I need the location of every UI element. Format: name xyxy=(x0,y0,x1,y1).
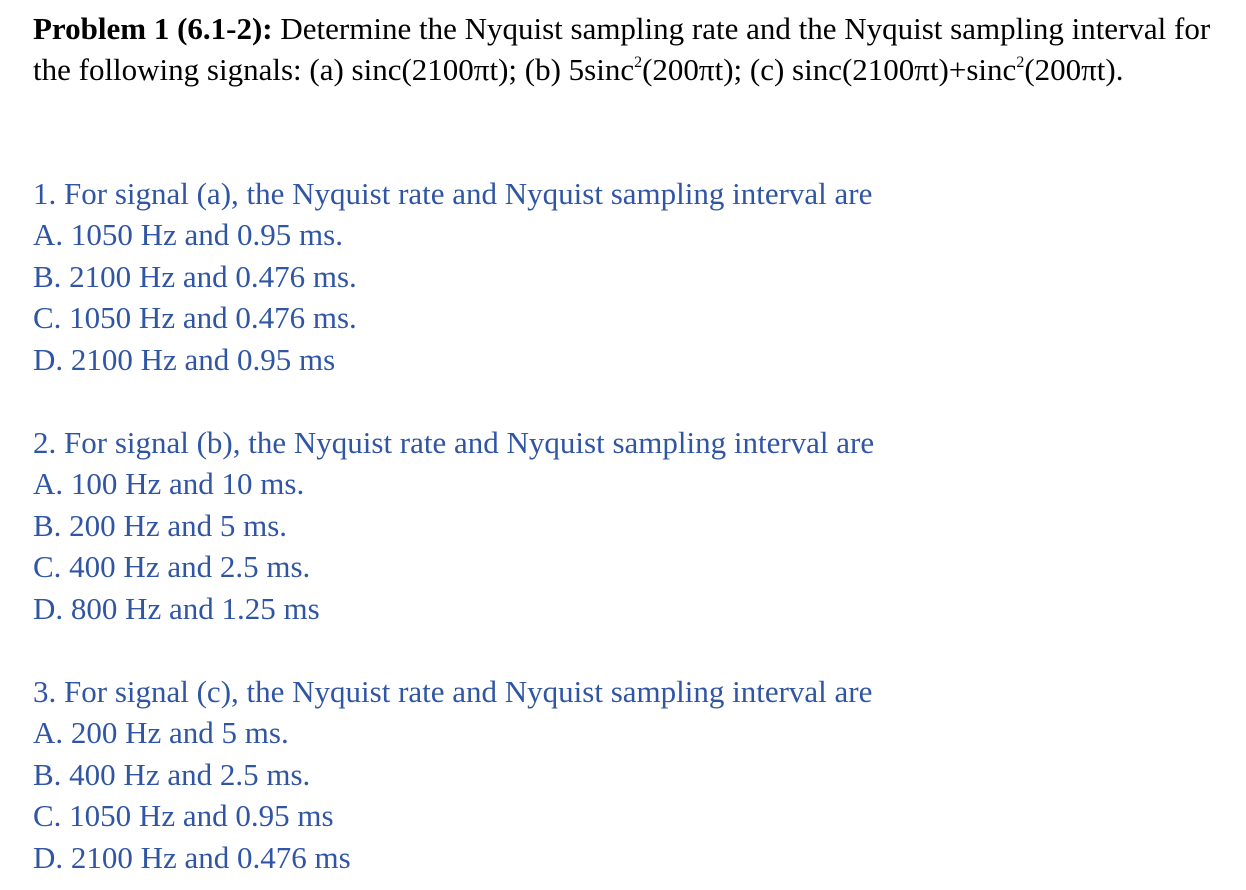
option-d: D. 2100 Hz and 0.95 ms xyxy=(33,341,336,377)
option-c: C. 400 Hz and 2.5 ms. xyxy=(33,549,311,584)
option-d: D. 2100 Hz and 0.476 ms xyxy=(33,839,351,875)
question-stem: 3. For signal (c), the Nyquist rate and Nyquist sampling interval are xyxy=(33,674,873,709)
option-b: B. 2100 Hz and 0.476 ms. xyxy=(33,258,357,294)
option-c: C. 1050 Hz and 0.95 ms xyxy=(33,798,334,833)
exponent-2: 2 xyxy=(1016,53,1025,71)
option-d: D. 800 Hz and 1.25 ms xyxy=(33,590,320,626)
question-stem: 2. For signal (b), the Nyquist rate and Nyquist sampling interval are xyxy=(33,425,875,460)
option-a: A. 1050 Hz and 0.95 ms. xyxy=(33,217,343,252)
question-stem: 1. For signal (a), the Nyquist rate and Nyquist sampling interval are xyxy=(33,176,873,211)
option-b: B. 200 Hz and 5 ms. xyxy=(33,507,288,543)
problem-statement xyxy=(33,8,1238,90)
option-a: A. 100 Hz and 10 ms. xyxy=(33,466,305,501)
problem-heading: Problem 1 (6.1-2): xyxy=(33,11,273,46)
document-page xyxy=(33,8,1238,875)
question-1 xyxy=(33,173,872,380)
option-b: B. 400 Hz and 2.5 ms. xyxy=(33,756,311,792)
question-2 xyxy=(33,422,874,629)
exponent-1: 2 xyxy=(634,53,643,71)
problem-text-part3: (200πt). xyxy=(1024,52,1124,87)
problem-text-part1: Determine the Nyquist sampling rate and the Nyquist sampling interval for the following signals: (a) sinc(2100πt); (b) 5sinc xyxy=(33,11,1211,87)
question-3 xyxy=(33,671,872,878)
problem-text-part2: (200πt); (c) sinc(2100πt)+sinc xyxy=(642,52,1017,87)
option-c: C. 1050 Hz and 0.476 ms. xyxy=(33,300,357,335)
option-a: A. 200 Hz and 5 ms. xyxy=(33,715,289,750)
